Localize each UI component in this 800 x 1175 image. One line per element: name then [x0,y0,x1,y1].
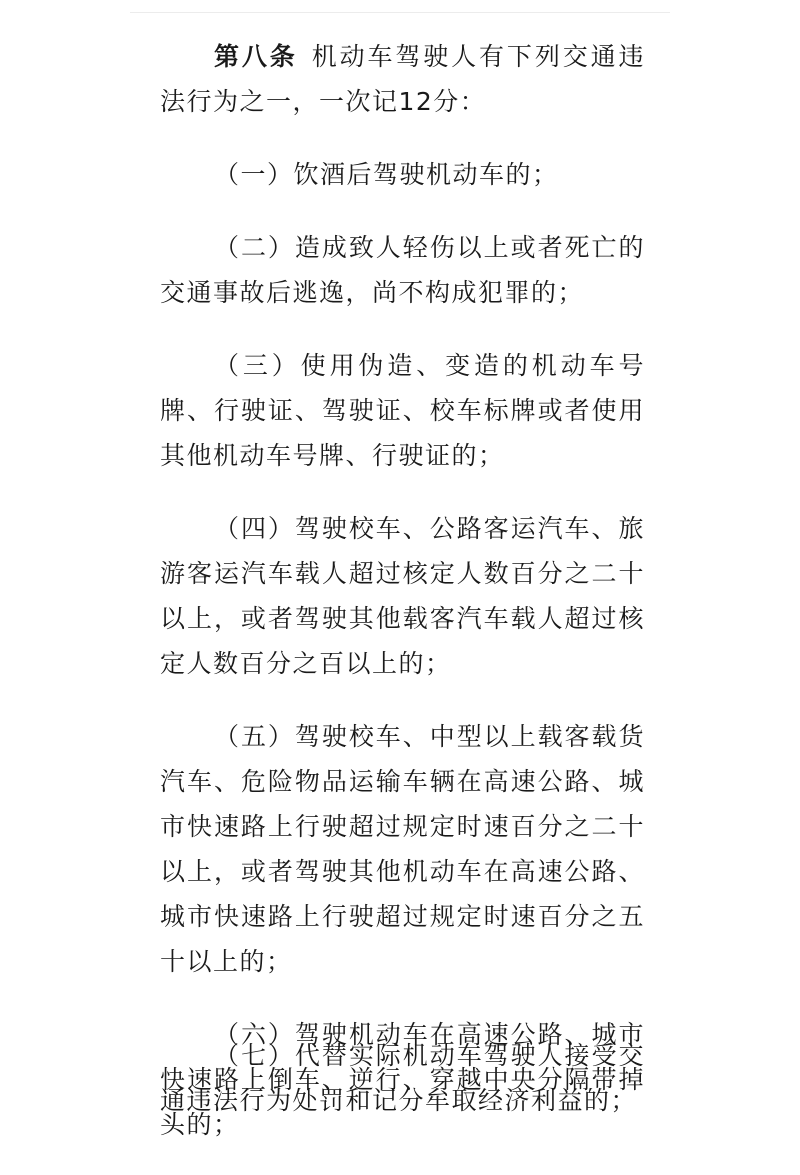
top-divider [130,12,670,13]
list-item: （二）造成致人轻伤以上或者死亡的交通事故后逃逸，尚不构成犯罪的； [160,233,645,307]
article-heading [160,34,645,124]
list-item: （一）饮酒后驾驶机动车的； [214,160,559,189]
list-item: （三）使用伪造、变造的机动车号牌、行驶证、驾驶证、校车标牌或者使用其他机动车号牌、行驶证的； [160,351,645,470]
list-item: （四）驾驶校车、公路客运汽车、旅游客运汽车载人超过核定人数百分之二十以上，或者驾驶其他载客汽车载人超过核定人数百分之百以上的； [160,514,645,678]
list-item-partial: （七）代替实际机动车驾驶人接受交通违法行为处罚和记分牟取经济利益的； [160,1041,645,1115]
list-item: （六）驾驶机动车在高速公路、城市快速路上倒车、逆行、穿越中央分隔带掉头的； [160,1020,645,1139]
document-body [160,34,645,1175]
list-item: （五）驾驶校车、中型以上载客载货汽车、危险物品运输车辆在高速公路、城市快速路上行驶超过规定时速百分之二十以上，或者驾驶其他机动车在高速公路、城市快速路上行驶超过规定时速百分之五十以上的； [160,722,645,976]
article-intro: 机动车驾驶人有下列交通违法行为之一，一次记12分： [160,42,645,116]
article-number: 第八条 [214,42,298,71]
